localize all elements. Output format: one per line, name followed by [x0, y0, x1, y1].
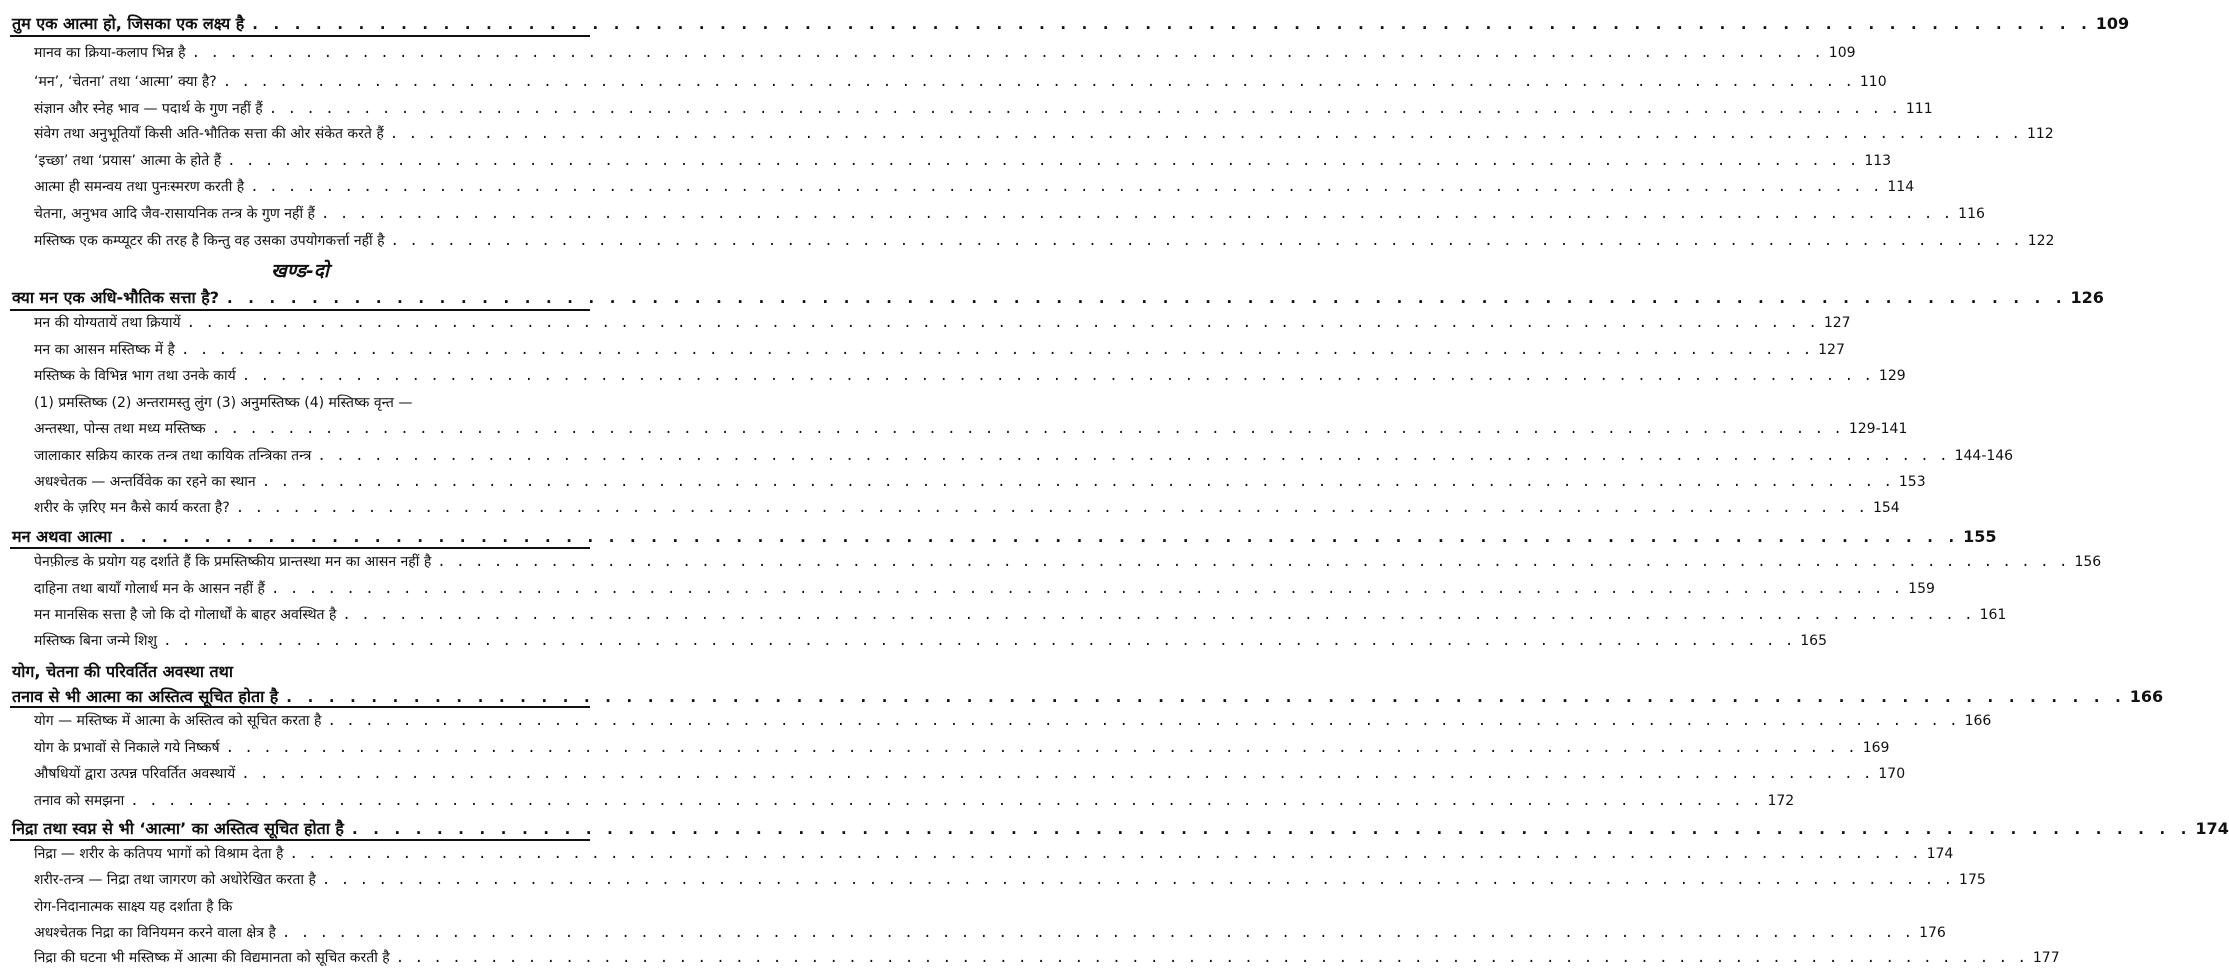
- page-number: 144-146: [1954, 448, 2014, 464]
- dot-leader: [284, 687, 2123, 706]
- dot-leader: [342, 607, 1973, 623]
- page-number: 113: [1864, 153, 1892, 169]
- horizontal-rule: [10, 706, 590, 708]
- entry-title: तनाव को समझना: [34, 793, 125, 809]
- page-number: 112: [2026, 126, 2054, 142]
- page-number: 156: [2074, 554, 2102, 570]
- page-number: 172: [1767, 793, 1795, 809]
- page-number: 114: [1887, 179, 1915, 195]
- toc-entry: [34, 948, 2060, 967]
- dot-leader: [317, 448, 1948, 464]
- toc-entry: [34, 419, 1908, 438]
- entry-title: संज्ञान और स्नेह भाव — पदार्थ के गुण नहीं हैं: [34, 101, 263, 117]
- dot-leader: [262, 474, 1893, 490]
- page-number: 111: [1905, 101, 1933, 117]
- page-number: 129-141: [1848, 421, 1908, 437]
- dot-leader: [391, 233, 2022, 249]
- entry-title: आत्मा ही समन्वय तथा पुनःस्मरण करती है: [34, 179, 245, 195]
- entry-title: शरीर के ज़रिए मन कैसे कार्य करता है?: [34, 500, 230, 516]
- toc-entry: [34, 43, 1856, 62]
- entry-title: अधश्चेतक — अन्तर्विवेक का रहने का स्थान: [34, 474, 256, 490]
- toc-entry: [34, 151, 1892, 170]
- toc-entry-major: [12, 817, 2229, 839]
- toc-entry: [34, 72, 1887, 91]
- dot-leader: [350, 819, 2189, 838]
- dot-leader: [250, 14, 2089, 33]
- dot-leader: [223, 74, 1854, 90]
- page-number: 176: [1919, 925, 1946, 941]
- toc-entry: [34, 99, 1933, 118]
- page-number: 177: [2032, 950, 2060, 966]
- horizontal-rule: [10, 547, 590, 549]
- dot-leader: [269, 101, 1900, 117]
- entry-title: (1) प्रमस्तिष्क (2) अन्तरामस्तु लुंग (3) अनुमस्तिष्क (4) मस्तिष्क वृन्त —: [34, 395, 413, 411]
- entry-title: अन्तस्था, पोन्स तथा मध्य मस्तिष्क: [34, 421, 206, 437]
- dot-leader: [226, 740, 1857, 756]
- dot-leader: [163, 633, 1794, 649]
- page-number: 154: [1872, 500, 1900, 516]
- dot-leader: [250, 179, 1881, 195]
- page-number: 129: [1878, 368, 1906, 384]
- dot-leader: [225, 288, 2064, 307]
- entry-title: रोग-निदानात्मक साक्ष्य यह दर्शाता है कि: [34, 899, 233, 915]
- toc-entry: [34, 870, 1986, 889]
- entry-title: संवेग तथा अनुभूतियाँ किसी अति-भौतिक सत्ता की ओर संकेत करते हैं: [34, 126, 384, 142]
- entry-title: अधश्चेतक निद्रा का विनियमन करने वाला क्षेत्र है: [34, 925, 276, 941]
- page-number: 166: [2129, 687, 2164, 706]
- toc-entry: [34, 605, 2007, 624]
- page-number: 169: [1862, 740, 1890, 756]
- dot-leader: [321, 206, 1952, 222]
- dot-leader: [241, 766, 1872, 782]
- toc-entry: [34, 791, 1795, 810]
- dot-leader: [242, 368, 1873, 384]
- toc-entry: [34, 313, 1851, 332]
- page-number: 127: [1818, 342, 1845, 358]
- dot-leader: [322, 872, 1953, 888]
- toc-entry-major: [12, 685, 2164, 707]
- toc-entry: [34, 124, 2054, 143]
- toc-entry: [34, 498, 1900, 517]
- entry-title: तनाव से भी आत्मा का अस्तित्व सूचित होता है: [12, 687, 279, 706]
- page-number: 109: [1828, 45, 1856, 61]
- horizontal-rule: [10, 309, 590, 311]
- dot-leader: [390, 126, 2021, 142]
- entry-title: जालाकार सक्रिय कारक तन्त्र तथा कायिक तन्त्रिका तन्त्र: [34, 448, 312, 464]
- dot-leader: [118, 527, 1957, 546]
- toc-entry: [34, 472, 1926, 491]
- toc-entry: [34, 579, 1935, 598]
- toc-entry: [34, 446, 2014, 465]
- toc-entry-major: [12, 525, 1997, 547]
- toc-entry-major: [12, 286, 2104, 308]
- entry-title: ‘मन’, ‘चेतना’ तथा ‘आत्मा’ क्या है?: [34, 74, 217, 90]
- entry-title: मन अथवा आत्मा: [12, 527, 112, 546]
- entry-title: योग — मस्तिष्क में आत्मा के अस्तित्व को सूचित करता है: [34, 713, 322, 729]
- entry-title: मस्तिष्क एक कम्प्यूटर की तरह है किन्तु वह उसका उपयोगकर्त्ता नहीं है: [34, 233, 385, 249]
- toc-entry: [34, 204, 1985, 223]
- page-number: 110: [1859, 74, 1887, 90]
- entry-title: शरीर-तन्त्र — निद्रा तथा जागरण को अधोरेखित करता है: [34, 872, 316, 888]
- dot-leader: [227, 153, 1858, 169]
- entry-title: पेनफ़ील्ड के प्रयोग यह दर्शाते हैं कि प्रमस्तिष्कीय प्रान्तस्था मन का आसन नहीं है: [34, 554, 432, 570]
- entry-title: निद्रा तथा स्वप्न से भी ‘आत्मा’ का अस्तित्व सूचित होता है: [12, 819, 344, 838]
- page-number: 161: [1979, 607, 2007, 623]
- toc-entry: [34, 711, 1992, 730]
- dot-leader: [212, 421, 1843, 437]
- dot-leader: [282, 925, 1913, 941]
- dot-leader: [192, 45, 1823, 61]
- page-number: 165: [1800, 633, 1827, 649]
- entry-title: चेतना, अनुभव आदि जैव-रासायनिक तन्त्र के गुण नहीं हैं: [34, 206, 315, 222]
- dot-leader: [289, 846, 1920, 862]
- entry-title: मानव का क्रिया-कलाप भिन्न है: [34, 45, 186, 61]
- entry-title: क्या मन एक अधि-भौतिक सत्ता है?: [12, 288, 220, 307]
- page-number: 153: [1898, 474, 1926, 490]
- section-heading: खण्ड-दो: [271, 260, 329, 282]
- toc-entry: [34, 340, 1845, 359]
- toc-entry-continued: [34, 897, 586, 916]
- page-number: 166: [1964, 713, 1992, 729]
- page-number: 122: [2027, 233, 2055, 249]
- dot-leader: [130, 793, 1761, 809]
- entry-title: योग के प्रभावों से निकाले गये निष्कर्ष: [34, 740, 220, 756]
- toc-entry-continued: [34, 393, 586, 412]
- entry-title: मन का आसन मस्तिष्क में है: [34, 342, 175, 358]
- page-number: 170: [1878, 766, 1906, 782]
- entry-title: निद्रा — शरीर के कतिपय भागों को विश्राम देता है: [34, 846, 284, 862]
- toc-entry-major-line1: [12, 660, 590, 682]
- page-number: 174: [2195, 819, 2229, 838]
- page-number: 159: [1908, 581, 1935, 597]
- page-number: 116: [1958, 206, 1985, 222]
- entry-title: निद्रा की घटना भी मस्तिष्क में आत्मा की विद्यमानता को सूचित करती है: [34, 950, 390, 966]
- dot-leader: [187, 315, 1818, 331]
- entry-title: मस्तिष्क बिना जन्मे शिशु: [34, 633, 158, 649]
- page-number: 174: [1926, 846, 1954, 862]
- entry-title: औषधियों द्वारा उत्पन्न परिवर्तित अवस्थायें: [34, 766, 236, 782]
- toc-entry: [34, 923, 1946, 942]
- dot-leader: [236, 500, 1867, 516]
- toc-entry: [34, 764, 1906, 783]
- dot-leader: [181, 342, 1812, 358]
- entry-title: योग, चेतना की परिवर्तित अवस्था तथा: [12, 662, 234, 681]
- page-number: 175: [1959, 872, 1986, 888]
- toc-entry: [34, 738, 1890, 757]
- toc-entry: [34, 631, 1827, 650]
- dot-leader: [327, 713, 1958, 729]
- page-number: 109: [2095, 14, 2130, 33]
- dot-leader: [437, 554, 2068, 570]
- entry-title: तुम एक आत्मा हो, जिसका एक लक्ष्य है: [12, 14, 245, 33]
- page-number: 127: [1823, 315, 1851, 331]
- entry-title: ‘इच्छा’ तथा ‘प्रयास’ आत्मा के होते हैं: [34, 153, 222, 169]
- toc-entry: [34, 844, 1954, 863]
- horizontal-rule: [10, 839, 590, 841]
- toc-entry: [34, 231, 2055, 250]
- dot-leader: [271, 581, 1902, 597]
- toc-entry: [34, 366, 1906, 385]
- page-number: 126: [2070, 288, 2104, 307]
- dot-leader: [396, 950, 2027, 966]
- toc-entry: [34, 552, 2102, 571]
- entry-title: मन की योग्यतायें तथा क्रियायें: [34, 315, 181, 331]
- entry-title: दाहिना तथा बायाँ गोलार्ध मन के आसन नहीं हैं: [34, 581, 265, 597]
- entry-title: मस्तिष्क के विभिन्न भाग तथा उनके कार्य: [34, 368, 236, 384]
- page-number: 155: [1963, 527, 1997, 546]
- toc-entry-major: [12, 12, 2130, 34]
- entry-title: मन मानसिक सत्ता है जो कि दो गोलार्धों के बाहर अवस्थित है: [34, 607, 337, 623]
- toc-entry: [34, 177, 1915, 196]
- horizontal-rule: [10, 35, 590, 37]
